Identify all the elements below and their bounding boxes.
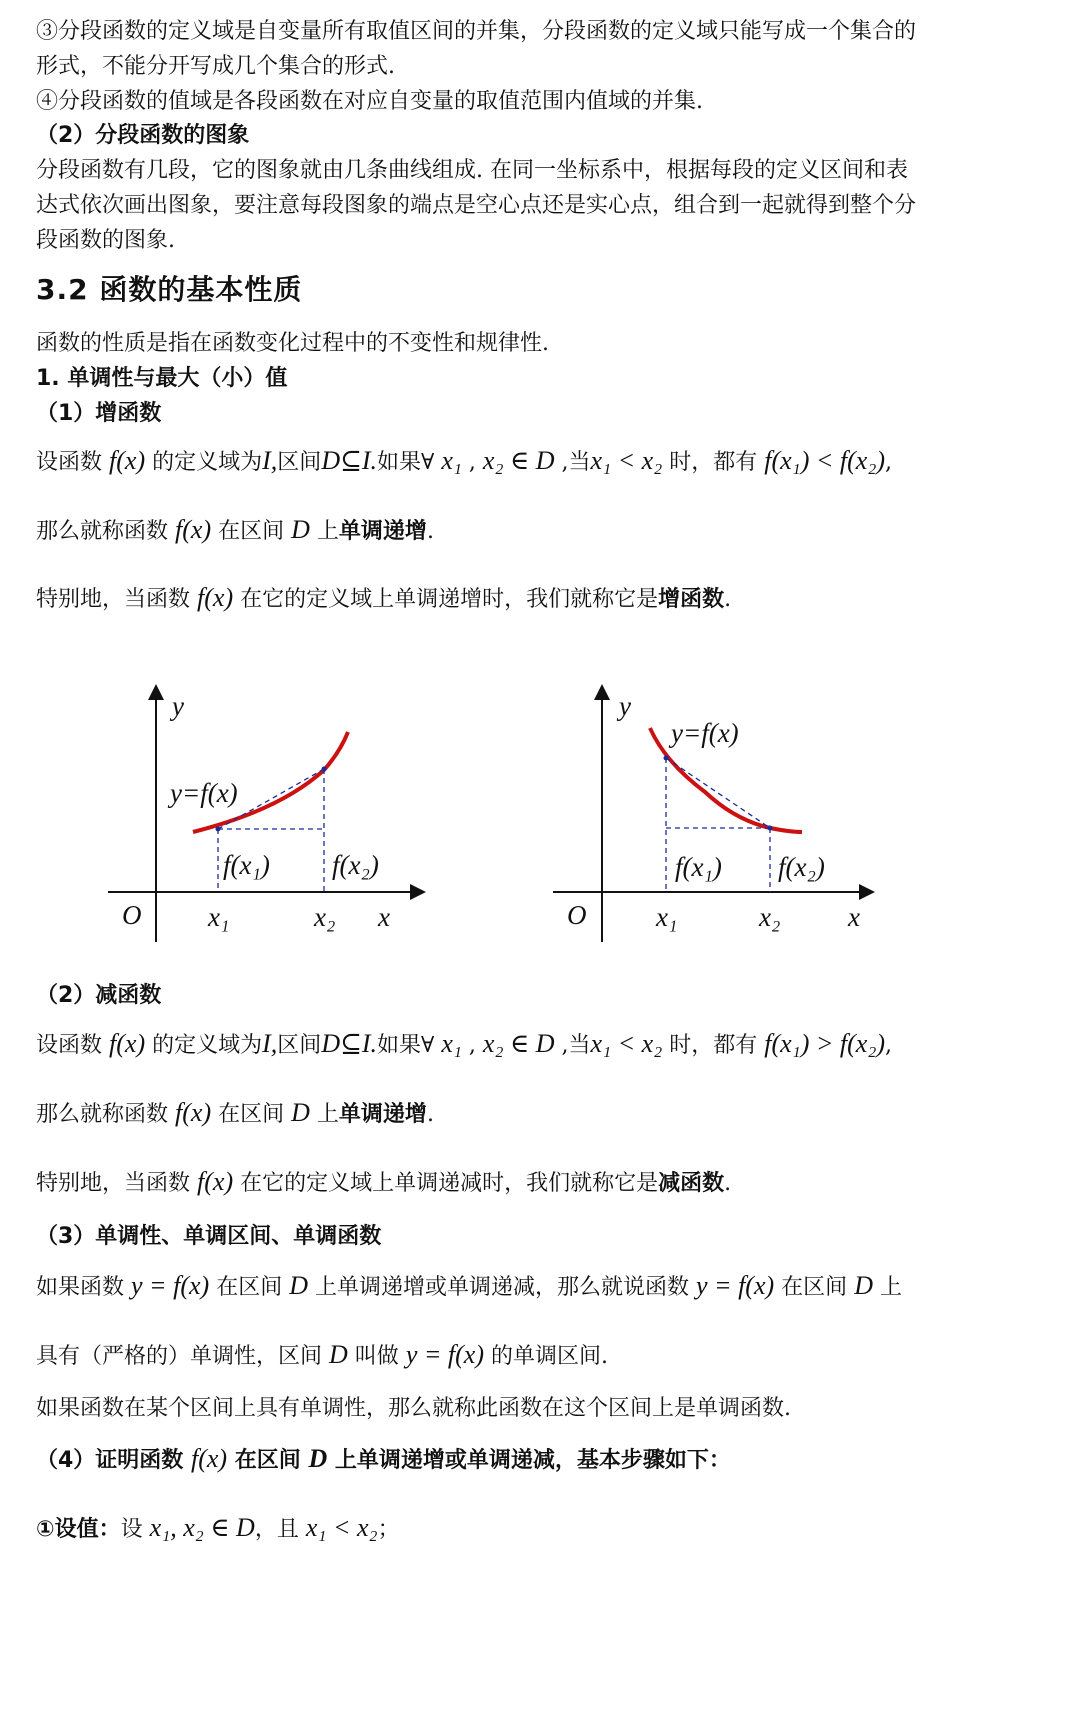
text-line-7: 段函数的图象. bbox=[36, 228, 175, 253]
inc-definition-line: 设函数 f(x) 的定义域为I,区间D⊆I.如果∀ x₁ , x₂ ∈ D ,当x₁ < x₂ 时，都有 f(x₁) < f(x₂), bbox=[36, 446, 893, 475]
heading-monotonicity: （3）单调性、单调区间、单调函数 bbox=[36, 1224, 382, 1249]
increasing-function-graph bbox=[100, 680, 430, 955]
fx1-label: f(x₁) bbox=[675, 852, 722, 882]
secant-line bbox=[666, 758, 770, 828]
fx2-label: f(x₂) bbox=[778, 852, 825, 882]
dec-line-3: 特别地，当函数 f(x) 在它的定义域上单调递减时，我们就称它是减函数. bbox=[36, 1167, 732, 1196]
heading-proof-steps: （4）证明函数 f(x) 在区间 D 上单调递增或单调递减，基本步骤如下： bbox=[36, 1444, 731, 1473]
inc-inequality: f(x₁) < f(x₂) bbox=[764, 446, 886, 475]
x2-label: x₂ bbox=[314, 902, 336, 932]
text-line-6: 达式依次画出图象，要注意每段图象的端点是空心点还是实心点，组合到一起就得到整个分 bbox=[36, 193, 917, 218]
proof-step-1: ①设值：设 x₁, x₂ ∈ D，且 x₁ < x₂； bbox=[36, 1513, 400, 1542]
dec-inequality: f(x₁) > f(x₂) bbox=[764, 1029, 886, 1058]
heading-decreasing: （2）减函数 bbox=[36, 983, 162, 1008]
dec-definition-line: 设函数 f(x) 的定义域为I,区间D⊆I.如果∀ x₁ , x₂ ∈ D ,当x₁ < x₂ 时，都有 f(x₁) > f(x₂), bbox=[36, 1029, 893, 1058]
inc-line-2: 那么就称函数 f(x) 在区间 D 上单调递增. bbox=[36, 515, 434, 544]
mono-line-2: 具有（严格的）单调性，区间 D 叫做 y = f(x) 的单调区间. bbox=[36, 1340, 608, 1369]
curve-label: y=f(x) bbox=[170, 778, 238, 808]
origin-label: O bbox=[122, 900, 142, 930]
section-title: 3.2 函数的基本性质 bbox=[36, 273, 303, 306]
mono-line-1: 如果函数 y = f(x) 在区间 D 上单调递增或单调递减，那么就说函数 y = f(x) 在区间 D 上 bbox=[36, 1271, 902, 1300]
x-axis-label: x bbox=[848, 902, 860, 932]
text-line-3: ④分段函数的值域是各段函数在对应自变量的取值范围内值域的并集. bbox=[36, 89, 703, 114]
curve-label: y=f(x) bbox=[671, 718, 739, 748]
inc-line-3: 特别地，当函数 f(x) 在它的定义域上单调递增时，我们就称它是增函数. bbox=[36, 583, 732, 612]
x-axis-label: x bbox=[378, 902, 390, 932]
subheading-piecewise-graph: （2）分段函数的图象 bbox=[36, 123, 250, 148]
dec-line-2: 那么就称函数 f(x) 在区间 D 上单调递增. bbox=[36, 1098, 434, 1127]
x1-label: x₁ bbox=[656, 902, 678, 932]
text-line-2: 形式，不能分开写成几个集合的形式. bbox=[36, 54, 395, 79]
origin-label: O bbox=[567, 900, 587, 930]
mono-line-3: 如果函数在某个区间上具有单调性，那么就称此函数在这个区间上是单调函数. bbox=[36, 1396, 791, 1421]
subsection-title: 1. 单调性与最大（小）值 bbox=[36, 366, 288, 391]
x2-label: x₂ bbox=[759, 902, 781, 932]
fx2-label: f(x₂) bbox=[332, 850, 379, 880]
intro-text: 函数的性质是指在函数变化过程中的不变性和规律性. bbox=[36, 331, 549, 356]
text-line-5: 分段函数有几段，它的图象就由几条曲线组成. 在同一坐标系中，根据每段的定义区间和表 bbox=[36, 158, 908, 183]
y-axis-label: y bbox=[619, 691, 631, 721]
fx1-label: f(x₁) bbox=[223, 850, 270, 880]
heading-increasing: （1）增函数 bbox=[36, 401, 162, 426]
decreasing-function-graph bbox=[545, 680, 880, 955]
y-axis-label: y bbox=[172, 691, 184, 721]
x1-label: x₁ bbox=[208, 902, 230, 932]
text-line-1: ③分段函数的定义域是自变量所有取值区间的并集，分段函数的定义域只能写成一个集合的 bbox=[36, 19, 917, 44]
